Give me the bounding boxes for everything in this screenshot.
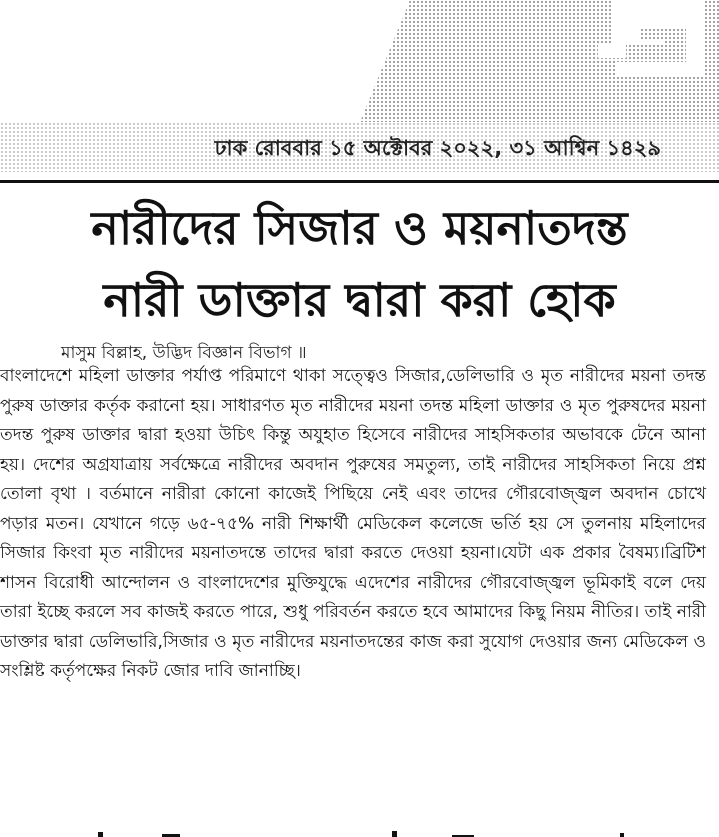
masthead-graphic xyxy=(0,0,719,122)
article-body: বাংলাদেশে মহিলা ডাক্তার পর্যাপ্ত পরিমাণে থাকা সত্ত্বেও সিজার,ডেলিভারি ও মৃত নারীদের ময়না তদন্ত পুরুষ ডাক্তার কর্তৃক করানো হয়। সাধারণত মৃত নারীদের ময়না তদন্ত মহিলা ডাক্তার ও মৃত পুরুষদের ময়না তদন্ত পুরুষ ডাক্তার দ্বারা হওয়া উচিৎ কিন্তু অযুহাত হিসেবে নারীদের সাহসিকতার অভাবকে টেনে আনা হয়। দেশের অগ্রযাত্রায় সর্বক্ষেত্রে নারীদের অবদান পুরুষের সমতুল্য, তাই নারীদের সাহসিকতা নিয়ে প্রশ্ন তোলা বৃথা । বর্তমানে নারীরা কোনো কাজেই পিছিয়ে নেই এবং তাদের গৌরবোজ্জ্বল অবদান চোখে পড়ার মতন। যেখানে গড়ে ৬৫-৭৫% নারী শিক্ষার্থী মেডিকেল কলেজে ভর্তি হয় সে তুলনায় মহিলাদের সিজার কিংবা মৃত নারীদের ময়নাতদন্তে তাদের দ্বারা করতে দেওয়া হয়না।যেটা এক প্রকার বৈষম্য।ব্রিটিশ শাসন বিরোধী আন্দোলন ও বাংলাদেশের মুক্তিযুদ্ধে এদেশের নারীদের গৌরবোজ্জ্বল ভূমিকাই বলে দেয় তারা ইচ্ছে করলে সব কাজই করতে পারে, শুধু পরিবর্তন করতে হবে আমাদের কিছু নিয়ম নীতির। তাই নারী ডাক্তার দ্বারা ডেলিভারি,সিজার ও মৃত নারীদের ময়নাতদন্তের কাজ করা সুযোগ দেওয়ার জন্য মেডিকেল ও সংশ্লিষ্ট কর্তৃপক্ষের নিকট জোর দাবি জানাচ্ছি। xyxy=(0,366,706,681)
masthead-logo-fragment xyxy=(0,0,719,122)
header-divider xyxy=(0,180,719,183)
article-byline: মাসুম বিল্লাহ, উদ্ভিদ বিজ্ঞান বিভাগ ॥ xyxy=(61,343,307,363)
article-headline xyxy=(0,192,719,336)
cutoff-glyph-tops xyxy=(0,826,719,837)
next-article-cutoff xyxy=(0,824,719,837)
dateline-band xyxy=(0,122,719,172)
dateline-text: ঢাক রোববার ১৫ অক্টোবর ২০২২, ৩১ আশ্বিন ১৪২৯ xyxy=(214,136,661,160)
headline-line-1: নারীদের সিজার ও ময়নাতদন্ত xyxy=(91,201,628,255)
headline-line-2: নারী ডাক্তার দ্বারা করা হোক xyxy=(103,273,616,327)
